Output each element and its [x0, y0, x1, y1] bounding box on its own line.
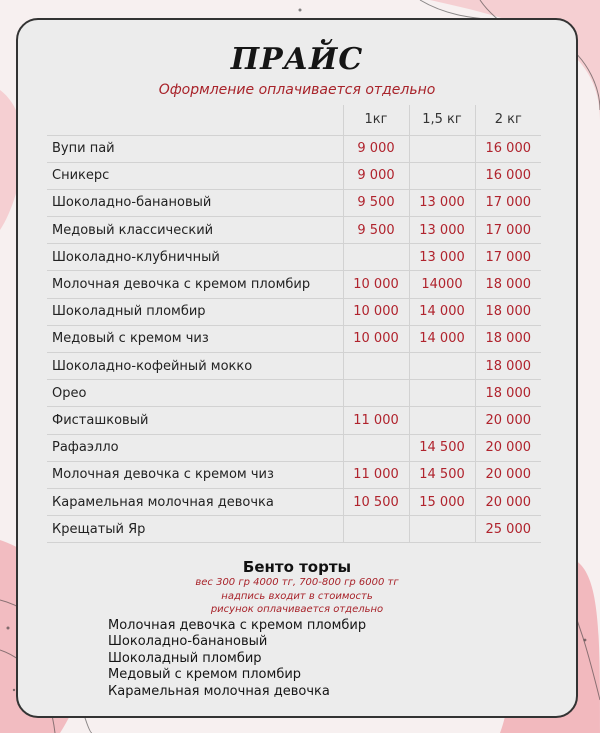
cake-name: Рафаэлло — [47, 434, 343, 461]
price-1-5kg — [409, 162, 475, 189]
price-1kg — [343, 516, 409, 543]
page-title: ПРАЙС — [230, 42, 364, 77]
column-header-1kg: 1кг — [343, 105, 409, 135]
price-1-5kg: 13 000 — [409, 244, 475, 271]
price-1-5kg — [409, 516, 475, 543]
price-1kg: 10 000 — [343, 325, 409, 352]
price-2kg: 16 000 — [475, 162, 541, 189]
cake-name: Медовый с кремом чиз — [47, 325, 343, 352]
subtitle: Оформление оплачивается отдельно — [158, 82, 436, 98]
price-2kg: 18 000 — [475, 325, 541, 352]
cake-name: Молочная девочка с кремом чиз — [47, 461, 343, 488]
price-2kg: 20 000 — [475, 434, 541, 461]
price-2kg: 17 000 — [475, 189, 541, 216]
price-2kg: 18 000 — [475, 298, 541, 325]
table-row — [47, 353, 541, 380]
cake-name: Орео — [47, 380, 343, 407]
price-2kg: 17 000 — [475, 244, 541, 271]
cake-name: Фисташковый — [47, 407, 343, 434]
price-1kg: 9 000 — [343, 135, 409, 162]
price-1kg — [343, 380, 409, 407]
price-2kg: 16 000 — [475, 135, 541, 162]
price-1-5kg: 14 000 — [409, 298, 475, 325]
bento-item: Медовый с кремом пломбир — [108, 667, 302, 683]
cake-name: Медовый классический — [47, 217, 343, 244]
table-row — [47, 488, 541, 515]
column-header-1-5kg: 1,5 кг — [409, 105, 475, 135]
price-1-5kg: 14 500 — [409, 434, 475, 461]
table-row — [47, 217, 541, 244]
cake-name: Вупи пай — [47, 135, 343, 162]
price-2kg: 20 000 — [475, 407, 541, 434]
price-1-5kg: 14000 — [409, 271, 475, 298]
price-card — [16, 18, 578, 718]
column-header-2kg: 2 кг — [475, 105, 541, 135]
price-1kg — [343, 353, 409, 380]
bento-item: Шоколадный пломбир — [108, 650, 262, 666]
price-1-5kg: 15 000 — [409, 488, 475, 515]
table-row — [47, 434, 541, 461]
table-row — [47, 244, 541, 271]
cake-name: Крещатый Яр — [47, 516, 343, 543]
price-1kg: 9 000 — [343, 162, 409, 189]
bento-title: Бенто торты — [242, 558, 352, 576]
cake-name: Шоколадный пломбир — [47, 298, 343, 325]
price-1kg — [343, 434, 409, 461]
cake-name: Карамельная молочная девочка — [47, 488, 343, 515]
price-1kg: 9 500 — [343, 189, 409, 216]
price-2kg: 17 000 — [475, 217, 541, 244]
cake-name: Шоколадно-клубничный — [47, 244, 343, 271]
price-1-5kg: 14 000 — [409, 325, 475, 352]
price-table — [47, 105, 541, 543]
table-row — [47, 135, 541, 162]
price-1kg: 10 000 — [343, 298, 409, 325]
bento-note: рисунок оплачивается отдельно — [210, 604, 384, 615]
price-1-5kg: 13 000 — [409, 217, 475, 244]
price-1-5kg: 13 000 — [409, 189, 475, 216]
bento-item: Карамельная молочная девочка — [108, 683, 330, 699]
bento-list — [108, 618, 366, 700]
price-1-5kg: 14 500 — [409, 461, 475, 488]
price-2kg: 20 000 — [475, 488, 541, 515]
table-row — [47, 271, 541, 298]
price-1kg: 11 000 — [343, 461, 409, 488]
price-1-5kg — [409, 380, 475, 407]
cake-name: Шоколадно-кофейный мокко — [47, 353, 343, 380]
bento-notes — [18, 576, 576, 617]
cake-name: Сникерс — [47, 162, 343, 189]
table-row — [47, 407, 541, 434]
price-2kg: 18 000 — [475, 380, 541, 407]
bento-item: Шоколадно-банановый — [108, 634, 268, 650]
cake-name: Шоколадно-банановый — [47, 189, 343, 216]
table-header-row — [47, 105, 541, 135]
bento-note: надпись входит в стоимость — [221, 590, 373, 602]
table-row — [47, 325, 541, 352]
price-2kg: 18 000 — [475, 353, 541, 380]
cake-name: Молочная девочка с кремом пломбир — [47, 271, 343, 298]
table-row — [47, 380, 541, 407]
price-1-5kg — [409, 135, 475, 162]
table-row — [47, 298, 541, 325]
price-1kg: 10 000 — [343, 271, 409, 298]
price-1kg: 10 500 — [343, 488, 409, 515]
bento-note: вес 300 гр 4000 тг, 700-800 гр 6000 тг — [195, 577, 399, 588]
price-2kg: 18 000 — [475, 271, 541, 298]
price-2kg: 20 000 — [475, 461, 541, 488]
price-1kg: 9 500 — [343, 217, 409, 244]
table-row — [47, 189, 541, 216]
price-1kg — [343, 244, 409, 271]
table-row — [47, 461, 541, 488]
table-row — [47, 162, 541, 189]
price-2kg: 25 000 — [475, 516, 541, 543]
bento-item: Молочная девочка с кремом пломбир — [108, 618, 367, 633]
price-1-5kg — [409, 407, 475, 434]
price-1-5kg — [409, 353, 475, 380]
table-row — [47, 516, 541, 543]
price-1kg: 11 000 — [343, 407, 409, 434]
column-header-name — [47, 105, 343, 135]
